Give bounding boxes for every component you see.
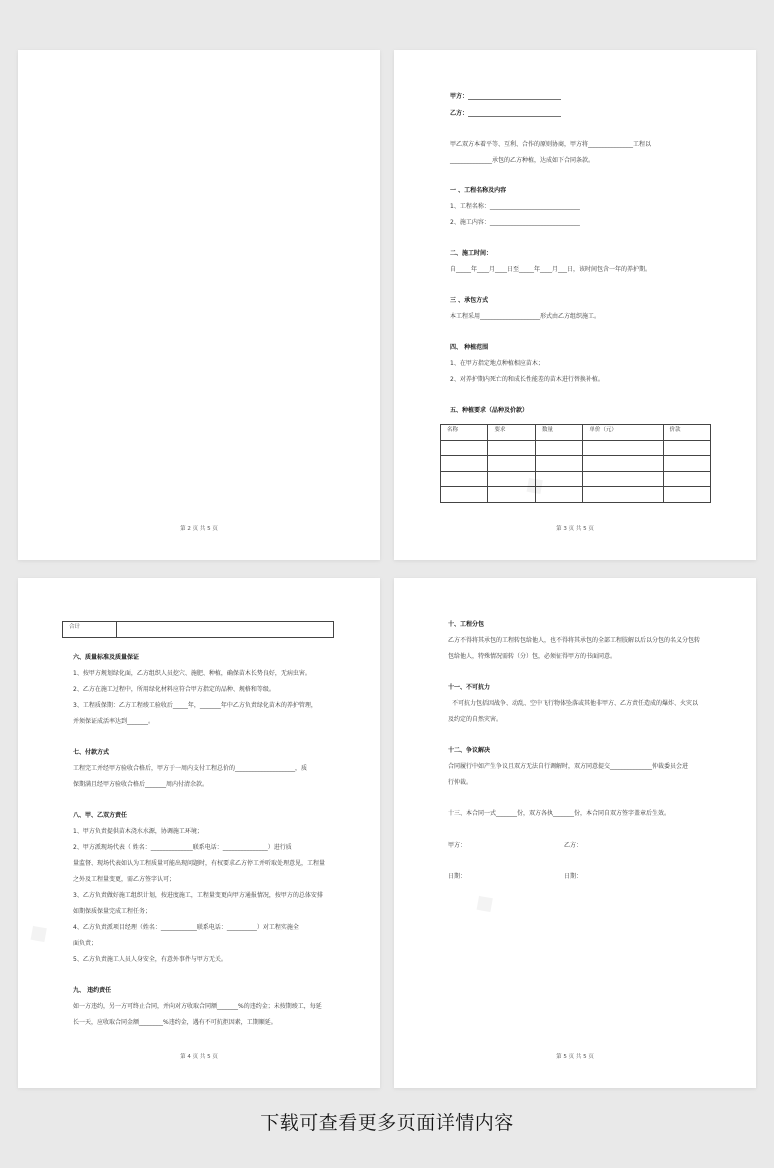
party-b-sign-label: 乙方： (564, 842, 583, 849)
section-8-title: 八、甲、乙双方责任 (73, 812, 128, 819)
party-b-line: 乙方：_______________________________ (450, 110, 562, 117)
plant-price-table (440, 424, 711, 503)
table-header-cell: 要求 (488, 425, 535, 441)
section-11-title: 十一、不可抗力 (448, 684, 491, 691)
section-11-line-1: 不可抗力包括因战争、动乱、空中飞行物体坠落或其他非甲方、乙方责任造成的爆炸、火灾以 (452, 700, 699, 707)
section-3-line-1: 本工程采用____________________形式由乙方组织施工。 (450, 313, 601, 320)
section-12-line-1: 合同履行中如产生争议且双方无法自行调解时，双方同意提交______________仲裁委员会进 (448, 763, 689, 770)
section-8-line-5: 3、乙方负责做好施工组织计划，按进度施工，工程量变更向甲方通报情况，按甲方的总体安排 (73, 892, 323, 899)
section-3-title: 三 、承包方式 (450, 297, 489, 304)
document-page-3 (394, 50, 756, 560)
watermark (21, 915, 55, 951)
section-8-line-8: 面负责； (73, 940, 98, 947)
section-6-line-3: 3、工程质保期：乙方工程竣工验收后_____年，_______年中乙方负责绿化苗木的养护管理， (73, 702, 317, 709)
intro-line-1: 甲乙双方本着平等、互利、合作的原则协商，甲方将_______________工程以 (450, 141, 652, 148)
document-page-4 (18, 578, 380, 1088)
table-header-row (441, 425, 711, 441)
table-header-cell: 价款 (663, 425, 711, 441)
watermark (467, 885, 501, 921)
section-12-line-2: 行仲裁。 (448, 779, 473, 786)
total-table (62, 621, 334, 638)
section-11-line-2: 及约定的自然灾害。 (448, 716, 503, 723)
section-6-line-4: 并须保证成活率达到_______。 (73, 718, 155, 725)
table-header-cell: 名称 (441, 425, 488, 441)
section-4-title: 四、 种植范围 (450, 344, 489, 351)
table-row (441, 440, 711, 456)
section-4-line-1: 1、在甲方指定地点种植相应苗木； (450, 360, 544, 367)
document-page-2 (18, 50, 380, 560)
section-1-title: 一 、工程名称及内容 (450, 187, 507, 194)
page-footer: 第 5 页 共 5 页 (556, 1054, 594, 1060)
section-10-title: 十、工程分包 (448, 621, 485, 628)
download-caption: 下载可查看更多页面详情内容 (260, 1112, 514, 1134)
section-9-title: 九、 违约责任 (73, 987, 112, 994)
table-header-cell: 数量 (535, 425, 582, 441)
table-row (441, 487, 711, 503)
section-6-title: 六、质量标准及质量保证 (73, 654, 140, 661)
table-row (441, 471, 711, 487)
section-9-line-1: 如一方违约，另一方可终止合同，并向对方收取合同额_______%的违约金；未按期竣工，每延 (73, 1003, 322, 1010)
section-1-line-1: 1、工程名称：______________________________ (450, 203, 580, 210)
section-10-line-1: 乙方不得将其承包的工程转包给他人，也不得将其承包的全部工程肢解以后以分包的名义分包转 (448, 637, 701, 644)
total-label-cell: 合计 (63, 622, 117, 638)
page-footer: 第 3 页 共 5 页 (556, 526, 594, 532)
party-a-sign-label: 甲方： (448, 842, 467, 849)
section-6-line-2: 2、乙方在施工过程中，所用绿化材料应符合甲方指定的品种、规格和等级。 (73, 686, 275, 693)
section-7-line-1: 工程完工并经甲方验收合格后，甲方于一周内支付工程总价的____________________，质 (73, 765, 308, 772)
page-footer: 第 4 页 共 5 页 (180, 1054, 218, 1060)
section-5-title: 五、种植要求（品种及价款） (450, 407, 529, 414)
section-8-line-9: 5、乙方负责施工人员人身安全，有意外事件与甲方无关。 (73, 956, 227, 963)
page-footer: 第 2 页 共 5 页 (180, 526, 218, 532)
section-6-line-1: 1、按甲方规划绿化面，乙方组织人员挖穴、施肥、种植，确保苗木长势良好，无病虫害。 (73, 670, 311, 677)
intro-line-2: ______________承包的乙方种植，达成如下合同条款。 (450, 157, 595, 164)
section-4-line-2: 2、对养护期内死亡的和成长性能差的苗木进行替换补植。 (450, 376, 604, 383)
section-7-line-2: 保期满且经甲方验收合格后_______周内付清余款。 (73, 781, 209, 788)
section-8-line-1: 1、甲方负责提供苗木浇水水源，协调施工环境； (73, 828, 203, 835)
table-row (441, 456, 711, 472)
section-10-line-2: 包给他人，特殊情况需转（分）包，必须征得甲方的书面同意。 (448, 653, 617, 660)
table-row (63, 622, 334, 638)
section-9-line-2: 长一天，应收取合同金额________%违约金，遇有不可抗拒因素，工期顺延。 (73, 1019, 277, 1026)
section-2-title: 二、施工时间： (450, 250, 493, 257)
section-1-line-2: 2、施工内容：______________________________ (450, 219, 580, 226)
section-13-line-1: 十三、本合同一式_______份，双方各执_______份，本合同自双方签字盖章后生效。 (448, 810, 671, 817)
party-b-date-label: 日期： (564, 873, 583, 880)
party-a-date-label: 日期： (448, 873, 467, 880)
section-2-line-1: 自_____年____月____日至_____年____月___日，该时间包含一年的养护期。 (450, 266, 652, 273)
table-header-cell: 单价（元） (583, 425, 663, 441)
section-8-line-6: 如期保质保量完成工程任务； (73, 908, 152, 915)
document-page-5 (394, 578, 756, 1088)
section-7-title: 七、付款方式 (73, 749, 110, 756)
section-12-title: 十二、争议解决 (448, 747, 491, 754)
section-8-line-7: 4、乙方负责派项目经理（姓名：____________联系电话：__________）对工程实施全 (73, 924, 299, 931)
section-8-line-4: 之外及工程量变更，需乙方签字认可； (73, 876, 176, 883)
section-8-line-2: 2、甲方派现场代表（ 姓名：______________联系电话：_______________）进行质 (73, 844, 292, 851)
section-8-line-3: 量监督、现场代表如认为工程质量可能出现问题时，有权要求乙方停工并听取处理意见，工程量 (73, 860, 326, 867)
party-a-line: 甲方：_______________________________ (450, 93, 562, 100)
